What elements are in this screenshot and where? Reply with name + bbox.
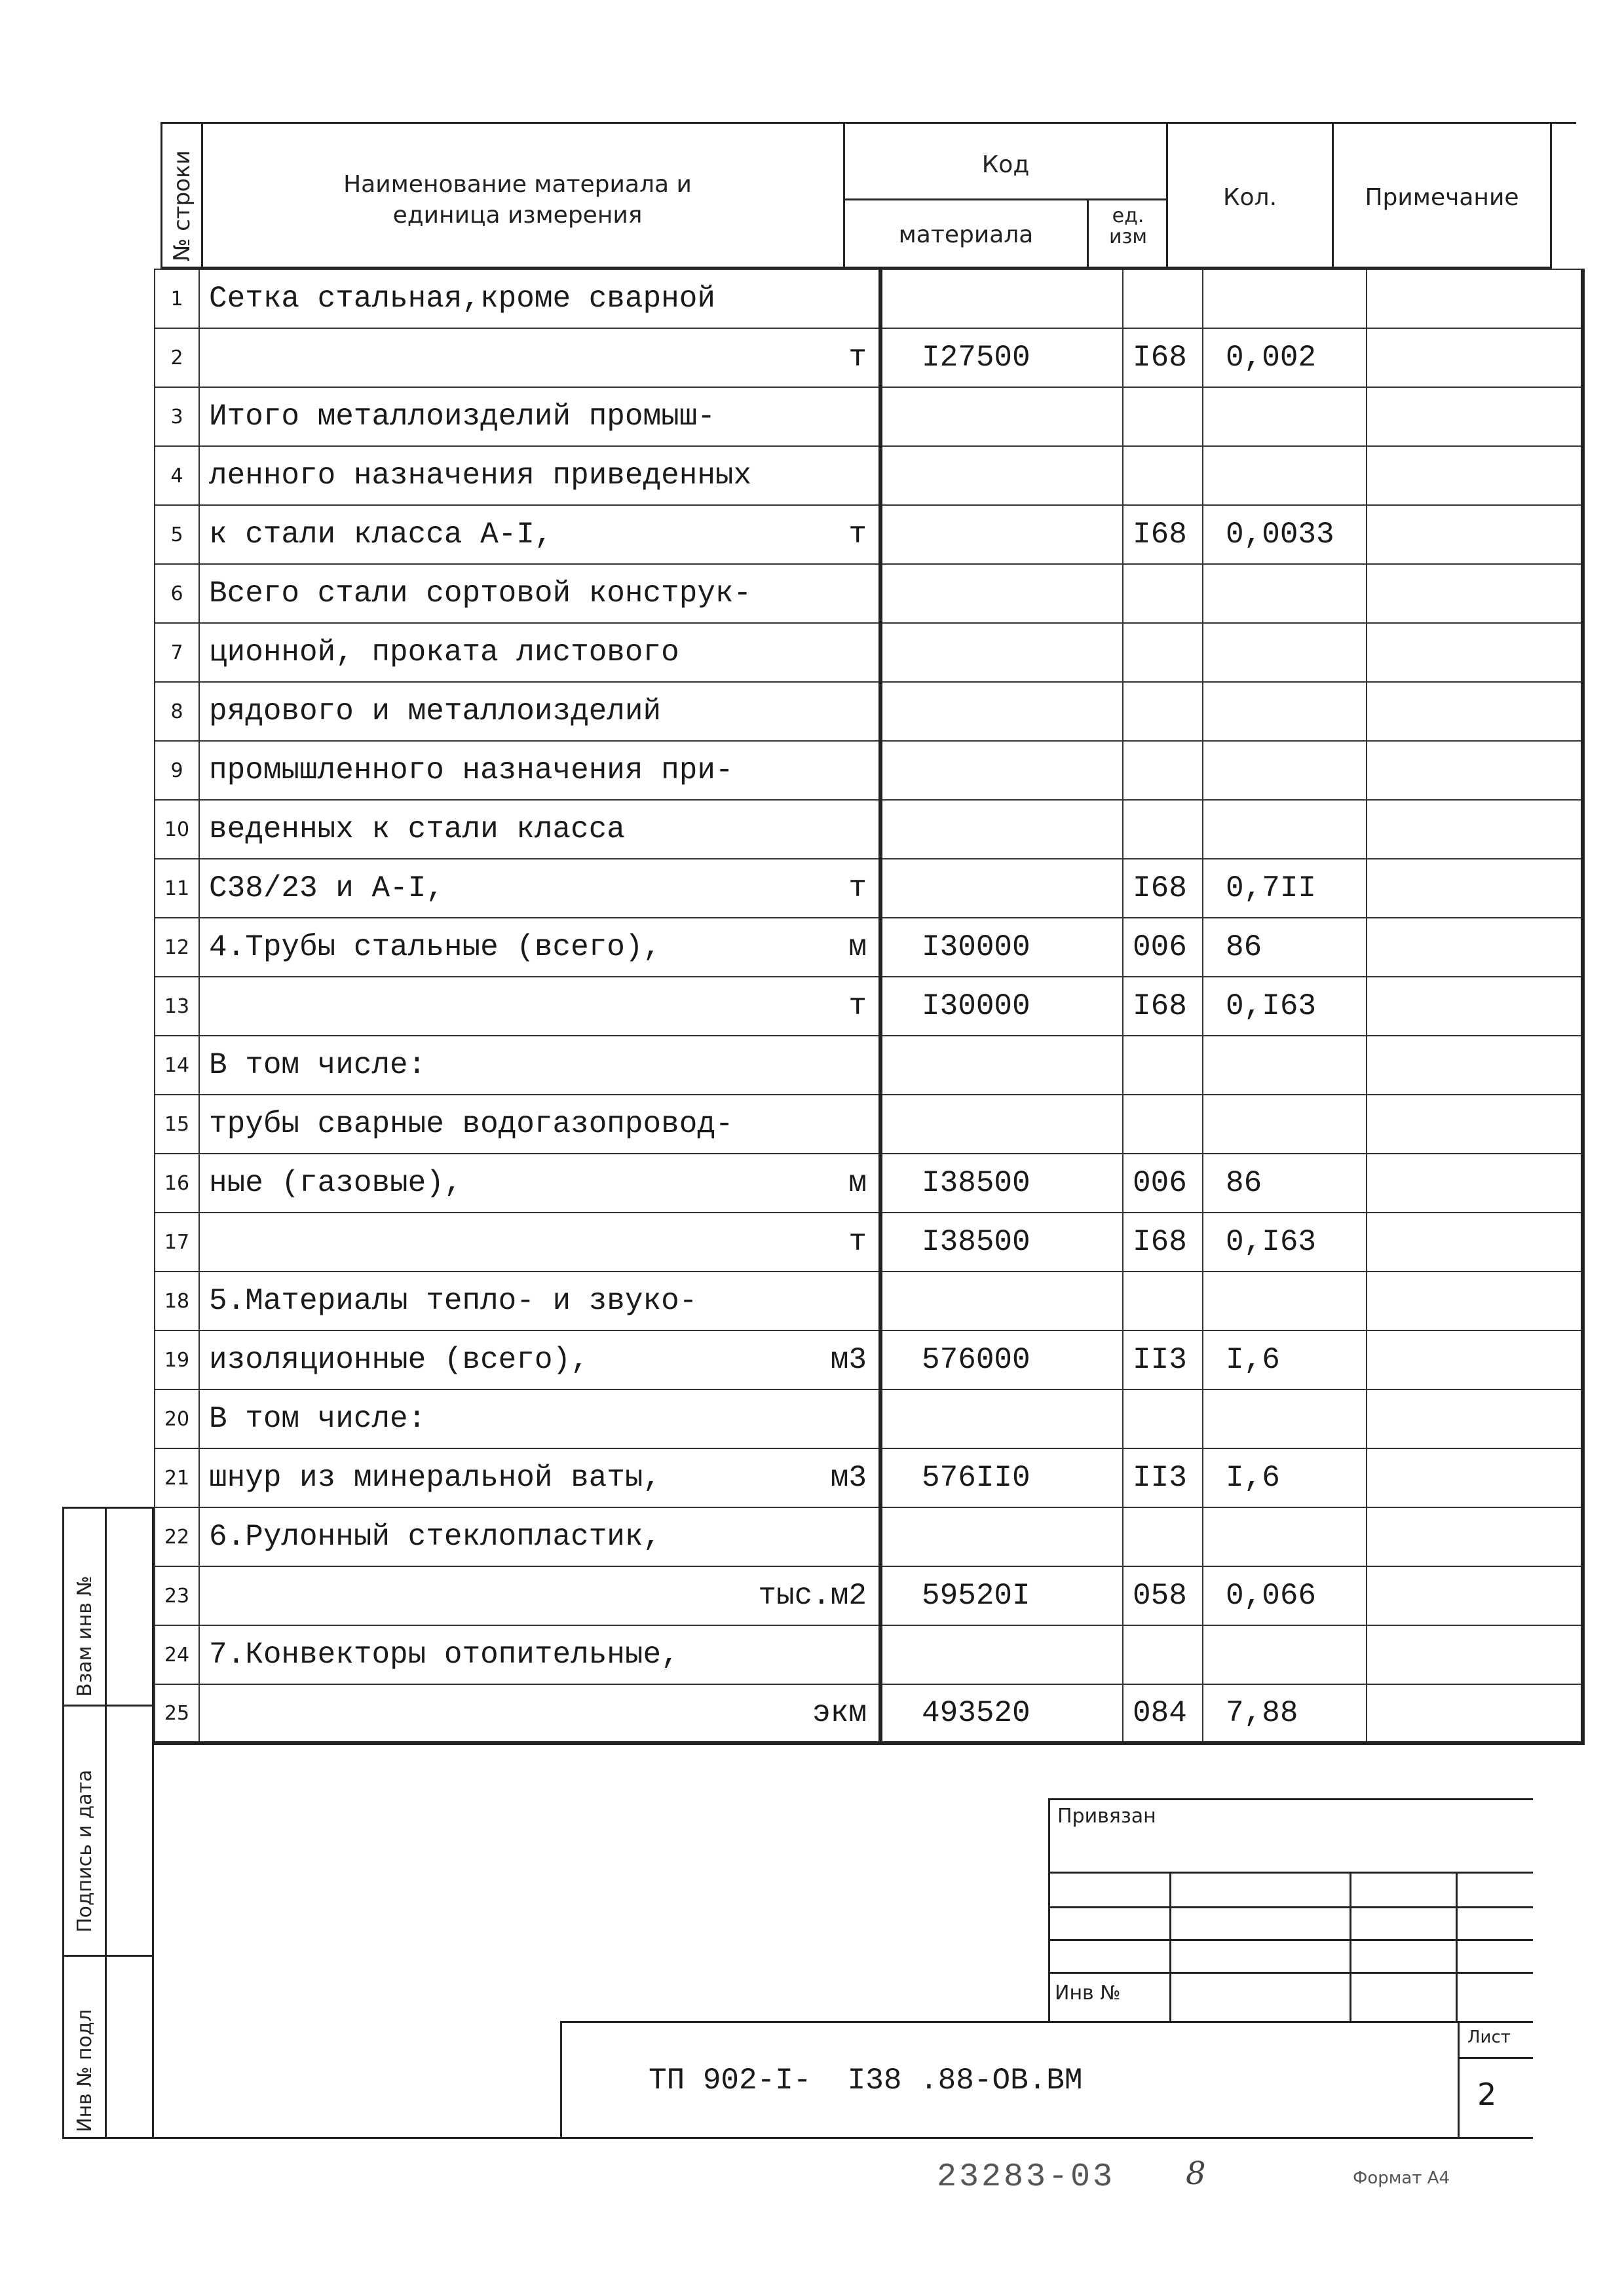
header-code-material-cell — [843, 198, 1089, 269]
material-code — [880, 505, 1123, 564]
header-code-unit: ед. изм — [1108, 204, 1148, 248]
note-cell — [1367, 328, 1583, 387]
note-cell — [1367, 1507, 1583, 1566]
note-cell — [1367, 1625, 1583, 1684]
note-cell — [1367, 741, 1583, 800]
quantity — [1203, 564, 1367, 623]
note-cell — [1367, 505, 1583, 564]
unit-label: т — [848, 518, 867, 552]
row-number: 22 — [155, 1507, 199, 1566]
row-number: 16 — [155, 1154, 199, 1213]
material-name: ные (газовые), — [209, 1166, 463, 1200]
material-name-cell — [199, 623, 880, 682]
table-row — [155, 800, 1583, 859]
material-name: шнур из минеральной ваты, — [209, 1461, 662, 1495]
unit-code — [1123, 741, 1203, 800]
unit-label: тыс.м2 — [758, 1579, 867, 1613]
note-cell — [1367, 682, 1583, 741]
note-cell — [1367, 269, 1583, 328]
quantity: 86 — [1203, 1154, 1367, 1213]
row-number: 21 — [155, 1448, 199, 1507]
material-code — [880, 564, 1123, 623]
unit-label: т — [848, 1225, 867, 1259]
material-code — [880, 859, 1123, 918]
attached-row-line-1 — [1048, 1872, 1533, 1874]
attached-label: Привязан — [1057, 1805, 1156, 1828]
header-code-unit-cell — [1087, 198, 1168, 269]
row-number: 12 — [155, 918, 199, 977]
note-cell — [1367, 1684, 1583, 1743]
row-number: 5 — [155, 505, 199, 564]
sheet-label: Лист — [1467, 2028, 1511, 2047]
row-number: 8 — [155, 682, 199, 741]
material-code — [880, 1036, 1123, 1095]
table-row — [155, 387, 1583, 446]
material-code — [880, 682, 1123, 741]
row-number: 1 — [155, 269, 199, 328]
material-code: 493520 — [880, 1684, 1123, 1743]
unit-code: 058 — [1123, 1566, 1203, 1625]
quantity: 0,002 — [1203, 328, 1367, 387]
material-code — [880, 741, 1123, 800]
document-code: ТП 902-I- I38 .88-ОВ.ВМ — [649, 2064, 1083, 2098]
table-row — [155, 977, 1583, 1036]
material-code — [880, 1625, 1123, 1684]
note-cell — [1367, 1448, 1583, 1507]
material-name-cell — [199, 1684, 880, 1743]
material-code: 576II0 — [880, 1448, 1123, 1507]
table-row — [155, 269, 1583, 328]
unit-code: I68 — [1123, 505, 1203, 564]
quantity: 0,7II — [1203, 859, 1367, 918]
row-number: 13 — [155, 977, 199, 1036]
note-cell — [1367, 1154, 1583, 1213]
quantity: 0,0033 — [1203, 505, 1367, 564]
row-number: 20 — [155, 1389, 199, 1448]
material-name: ленного назначения приведенных — [209, 459, 752, 493]
attached-col-line-2 — [1350, 1872, 1351, 2021]
unit-code — [1123, 1389, 1203, 1448]
material-code — [880, 1095, 1123, 1154]
quantity — [1203, 1095, 1367, 1154]
quantity — [1203, 387, 1367, 446]
row-number: 15 — [155, 1095, 199, 1154]
row-number: 24 — [155, 1625, 199, 1684]
attached-col-line-3 — [1456, 1872, 1458, 2021]
note-cell — [1367, 918, 1583, 977]
material-name-cell — [199, 682, 880, 741]
material-code — [880, 446, 1123, 505]
material-code: 576000 — [880, 1330, 1123, 1389]
frame-left-line — [152, 1756, 154, 2139]
material-name-cell — [199, 1507, 880, 1566]
material-name-cell — [199, 387, 880, 446]
unit-code: 006 — [1123, 1154, 1203, 1213]
material-name-cell — [199, 1448, 880, 1507]
unit-code: I68 — [1123, 1213, 1203, 1272]
quantity: 0,066 — [1203, 1566, 1367, 1625]
unit-label: экм — [812, 1696, 867, 1730]
row-number: 25 — [155, 1684, 199, 1743]
table-row — [155, 918, 1583, 977]
unit-label: м3 — [830, 1461, 867, 1495]
material-name-cell — [199, 1330, 880, 1389]
material-name-cell — [199, 859, 880, 918]
quantity — [1203, 446, 1367, 505]
unit-code — [1123, 1095, 1203, 1154]
material-name-cell — [199, 1566, 880, 1625]
attached-row-line-2 — [1048, 1906, 1533, 1908]
material-name-cell — [199, 269, 880, 328]
inv-no-label: Инв № — [1055, 1982, 1121, 2005]
row-number: 4 — [155, 446, 199, 505]
material-code: I27500 — [880, 328, 1123, 387]
unit-code: II3 — [1123, 1448, 1203, 1507]
row-number: 9 — [155, 741, 199, 800]
material-name-cell — [199, 1154, 880, 1213]
unit-code: I68 — [1123, 977, 1203, 1036]
unit-label: м — [848, 930, 867, 964]
note-cell — [1367, 1566, 1583, 1625]
material-code — [880, 623, 1123, 682]
table-row — [155, 446, 1583, 505]
header-qty-cell — [1166, 122, 1334, 269]
table-row — [155, 1566, 1583, 1625]
note-cell — [1367, 1389, 1583, 1448]
material-code — [880, 387, 1123, 446]
material-name: трубы сварные водогазопровод- — [209, 1107, 734, 1141]
quantity — [1203, 1389, 1367, 1448]
quantity — [1203, 1272, 1367, 1330]
material-name-cell — [199, 1272, 880, 1330]
material-name: рядового и металлоизделий — [209, 694, 662, 728]
row-number: 11 — [155, 859, 199, 918]
material-name-cell — [199, 1095, 880, 1154]
format-label: Формат А4 — [1353, 2168, 1450, 2188]
unit-label: м — [848, 1166, 867, 1200]
table-row — [155, 623, 1583, 682]
material-code: I30000 — [880, 977, 1123, 1036]
table-row — [155, 1095, 1583, 1154]
note-cell — [1367, 387, 1583, 446]
material-name: изоляционные (всего), — [209, 1343, 589, 1377]
page-mark: 8 — [1186, 2155, 1206, 2192]
table-row — [155, 564, 1583, 623]
unit-code — [1123, 1507, 1203, 1566]
material-name-cell — [199, 918, 880, 977]
material-name-cell — [199, 446, 880, 505]
material-name-cell — [199, 1625, 880, 1684]
header-note: Примечание — [1365, 184, 1519, 211]
table-row — [155, 1036, 1583, 1095]
unit-code — [1123, 682, 1203, 741]
unit-code: I68 — [1123, 328, 1203, 387]
attached-row-line-3 — [1048, 1939, 1533, 1941]
table-row — [155, 859, 1583, 918]
unit-code: II3 — [1123, 1330, 1203, 1389]
note-cell — [1367, 1330, 1583, 1389]
material-code — [880, 1507, 1123, 1566]
note-cell — [1367, 1272, 1583, 1330]
row-number: 14 — [155, 1036, 199, 1095]
note-cell — [1367, 623, 1583, 682]
quantity: 7,88 — [1203, 1684, 1367, 1743]
unit-code — [1123, 564, 1203, 623]
archive-number: 23283-03 — [937, 2159, 1116, 2196]
quantity — [1203, 623, 1367, 682]
table-row — [155, 1684, 1583, 1743]
row-number: 19 — [155, 1330, 199, 1389]
unit-code — [1123, 1272, 1203, 1330]
table-row — [155, 1330, 1583, 1389]
note-cell — [1367, 1036, 1583, 1095]
material-name: 4.Трубы стальные (всего), — [209, 930, 662, 964]
material-name: Итого металлоизделий промыш- — [209, 400, 715, 434]
material-name: С38/23 и А-I, — [209, 871, 444, 905]
note-cell — [1367, 1213, 1583, 1272]
unit-code — [1123, 623, 1203, 682]
material-name-cell — [199, 1213, 880, 1272]
table-row — [155, 1625, 1583, 1684]
side-inv-replace-label: Взам инв № — [73, 1575, 96, 1697]
material-code: I30000 — [880, 918, 1123, 977]
material-code — [880, 269, 1123, 328]
material-name-cell — [199, 1036, 880, 1095]
sheet-col-line — [1458, 2021, 1460, 2139]
header-code-group-cell — [843, 122, 1168, 200]
header-row-number-cell — [161, 122, 203, 269]
unit-label: т — [848, 871, 867, 905]
table-row — [155, 1154, 1583, 1213]
note-cell — [1367, 977, 1583, 1036]
unit-code — [1123, 387, 1203, 446]
row-number: 18 — [155, 1272, 199, 1330]
attached-row-line-4 — [1048, 1972, 1533, 1974]
header-name: Наименование материала и единица измерения — [343, 171, 692, 229]
material-name: 5.Материалы тепло- и звуко- — [209, 1284, 698, 1318]
quantity — [1203, 741, 1367, 800]
material-name-cell — [199, 1389, 880, 1448]
attached-block — [1048, 1798, 1533, 2021]
material-code: 59520I — [880, 1566, 1123, 1625]
material-name: Сетка стальная,кроме сварной — [209, 282, 715, 316]
quantity: 0,I63 — [1203, 977, 1367, 1036]
header-top-extension — [1550, 122, 1576, 124]
unit-code: 084 — [1123, 1684, 1203, 1743]
material-name: Всего стали сортовой конструк- — [209, 576, 752, 611]
quantity: I,6 — [1203, 1330, 1367, 1389]
note-cell — [1367, 1095, 1583, 1154]
table-row — [155, 505, 1583, 564]
material-name: ционной, проката листового — [209, 635, 679, 670]
row-number: 6 — [155, 564, 199, 623]
material-name-cell — [199, 741, 880, 800]
side-sign-date-label: Подпись и дата — [73, 1769, 96, 1933]
quantity — [1203, 800, 1367, 859]
quantity: I,6 — [1203, 1448, 1367, 1507]
material-name-cell — [199, 564, 880, 623]
material-name: В том числе: — [209, 1402, 426, 1436]
material-name: к стали класса А-I, — [209, 518, 553, 552]
table-row — [155, 1213, 1583, 1272]
quantity — [1203, 1507, 1367, 1566]
material-name: веденных к стали класса — [209, 812, 625, 846]
table-row — [155, 1448, 1583, 1507]
unit-code — [1123, 800, 1203, 859]
row-number: 23 — [155, 1566, 199, 1625]
header-code-material: материала — [898, 221, 1034, 248]
note-cell — [1367, 446, 1583, 505]
row-number: 10 — [155, 800, 199, 859]
table-row — [155, 682, 1583, 741]
header-row-number: № строки — [169, 150, 195, 261]
material-code: I38500 — [880, 1213, 1123, 1272]
row-number: 3 — [155, 387, 199, 446]
sheet-row-line — [1458, 2057, 1533, 2059]
unit-code: 006 — [1123, 918, 1203, 977]
row-number: 7 — [155, 623, 199, 682]
table-row — [155, 1507, 1583, 1566]
quantity — [1203, 1625, 1367, 1684]
material-name: В том числе: — [209, 1048, 426, 1082]
unit-code — [1123, 446, 1203, 505]
unit-code — [1123, 1625, 1203, 1684]
material-name-cell — [199, 977, 880, 1036]
quantity — [1203, 682, 1367, 741]
material-name-cell — [199, 505, 880, 564]
material-name-cell — [199, 800, 880, 859]
table-row — [155, 1389, 1583, 1448]
unit-code — [1123, 269, 1203, 328]
note-cell — [1367, 564, 1583, 623]
material-code — [880, 1389, 1123, 1448]
note-cell — [1367, 859, 1583, 918]
header-note-cell — [1332, 122, 1552, 269]
header-name-cell — [201, 122, 845, 269]
sheet-number: 2 — [1477, 2077, 1497, 2112]
header-code-group: Код — [981, 151, 1030, 178]
quantity — [1203, 269, 1367, 328]
table-row — [155, 328, 1583, 387]
material-name: промышленного назначения при- — [209, 753, 734, 787]
unit-code — [1123, 1036, 1203, 1095]
material-code — [880, 1272, 1123, 1330]
table-row — [155, 1272, 1583, 1330]
note-cell — [1367, 800, 1583, 859]
material-name: 7.Конвекторы отопительные, — [209, 1638, 679, 1672]
table-row — [155, 741, 1583, 800]
material-code: I38500 — [880, 1154, 1123, 1213]
header-qty: Кол. — [1222, 184, 1277, 211]
quantity: 0,I63 — [1203, 1213, 1367, 1272]
quantity: 86 — [1203, 918, 1367, 977]
row-number: 2 — [155, 328, 199, 387]
quantity — [1203, 1036, 1367, 1095]
material-code — [880, 800, 1123, 859]
unit-label: т — [848, 341, 867, 375]
materials-table — [154, 269, 1585, 1745]
material-name-cell — [199, 328, 880, 387]
material-name: 6.Рулонный стеклопластик, — [209, 1520, 662, 1554]
unit-label: т — [848, 989, 867, 1023]
unit-code: I68 — [1123, 859, 1203, 918]
row-number: 17 — [155, 1213, 199, 1272]
unit-label: м3 — [830, 1343, 867, 1377]
attached-col-line-1 — [1169, 1872, 1171, 2021]
side-inv-orig-label: Инв № подл — [73, 2009, 96, 2132]
